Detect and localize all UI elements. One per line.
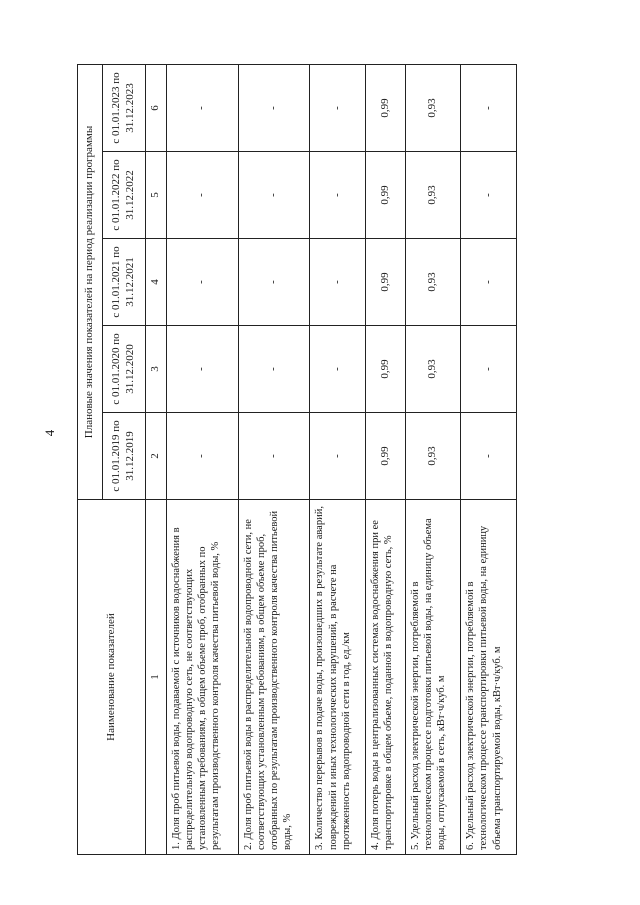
indicator-value: - bbox=[167, 326, 239, 413]
table-row bbox=[461, 64, 517, 854]
header-period: с 01.01.2021 по 31.12.2021 bbox=[103, 239, 146, 326]
indicator-value: 0,99 bbox=[366, 64, 406, 151]
indicators-table bbox=[77, 64, 517, 855]
column-number: 1 bbox=[146, 500, 167, 855]
column-number: 3 bbox=[146, 326, 167, 413]
table-row bbox=[405, 64, 461, 854]
column-number: 4 bbox=[146, 239, 167, 326]
indicator-value: 0,99 bbox=[366, 239, 406, 326]
indicator-name: 1. Доля проб питьевой воды, подаваемой с источников водоснабжения в распределительную водопроводную сеть, не соответствующих установленным требованиям, в общем объеме проб, отобранных по результатам производственного контроля качества питьевой воды, % bbox=[167, 500, 239, 855]
table-row bbox=[167, 64, 239, 854]
indicator-value: - bbox=[461, 64, 517, 151]
indicator-name: 4. Доля потерь воды в централизованных системах водоснабжения при ее транспортировке в общем объеме, поданной в водопроводную сеть, % bbox=[366, 500, 406, 855]
column-number: 6 bbox=[146, 64, 167, 151]
indicator-name: 3. Количество перерывов в подаче воды, произошедших в результате аварий, повреждений и иных технологических нарушений, в расчете на протяженность водопроводной сети в год, ед./км bbox=[310, 500, 366, 855]
header-indicator-name: Наименование показателей bbox=[78, 500, 146, 855]
indicator-value: 0,99 bbox=[366, 413, 406, 500]
indicator-value: - bbox=[167, 413, 239, 500]
indicator-value: - bbox=[238, 152, 310, 239]
indicator-value: - bbox=[461, 239, 517, 326]
table-row bbox=[310, 64, 366, 854]
indicator-value: - bbox=[310, 152, 366, 239]
indicator-name: 5. Удельный расход электрической энергии, потребляемой в технологическом процессе подготовки питьевой воды, на единицу объема воды, отпускаемой в сеть, кВт·ч/куб. м bbox=[405, 500, 461, 855]
indicator-value: - bbox=[461, 326, 517, 413]
indicator-value: - bbox=[238, 239, 310, 326]
indicator-value: - bbox=[310, 239, 366, 326]
rotated-table-area bbox=[77, 65, 517, 855]
indicator-value: - bbox=[238, 64, 310, 151]
indicator-value: - bbox=[167, 64, 239, 151]
indicator-value: - bbox=[461, 152, 517, 239]
indicator-value: 0,93 bbox=[405, 326, 461, 413]
indicator-value: 0,99 bbox=[366, 152, 406, 239]
indicator-value: 0,93 bbox=[405, 239, 461, 326]
indicator-value: - bbox=[310, 413, 366, 500]
indicator-value: - bbox=[310, 326, 366, 413]
header-period: с 01.01.2023 по 31.12.2023 bbox=[103, 64, 146, 151]
header-period: с 01.01.2019 по 31.12.2019 bbox=[103, 413, 146, 500]
header-period: с 01.01.2022 по 31.12.2022 bbox=[103, 152, 146, 239]
indicator-value: - bbox=[167, 152, 239, 239]
indicator-value: - bbox=[238, 326, 310, 413]
indicator-value: - bbox=[310, 64, 366, 151]
indicators-table-wrapper bbox=[77, 65, 517, 855]
header-period: с 01.01.2020 по 31.12.2020 bbox=[103, 326, 146, 413]
indicator-value: 0,99 bbox=[366, 326, 406, 413]
table-row bbox=[366, 64, 406, 854]
page-number: 4 bbox=[42, 429, 57, 437]
indicator-value: - bbox=[238, 413, 310, 500]
indicator-value: 0,93 bbox=[405, 64, 461, 151]
column-number: 5 bbox=[146, 152, 167, 239]
column-number: 2 bbox=[146, 413, 167, 500]
indicator-value: - bbox=[167, 239, 239, 326]
indicator-name: 6. Удельный расход электрической энергии, потребляемой в технологическом процессе транспортировки питьевой воды, на единицу объема транспортируемой воды, кВт·ч/куб. м bbox=[461, 500, 517, 855]
indicator-value: 0,93 bbox=[405, 413, 461, 500]
header-planned-values: Плановые значения показателей на период реализации программы bbox=[78, 64, 103, 499]
indicator-value: 0,93 bbox=[405, 152, 461, 239]
indicator-value: - bbox=[461, 413, 517, 500]
indicator-name: 2. Доля проб питьевой воды в распределительной водопроводной сети, не соответствующих установленным требованиям, в общем объеме проб, отобранных по результатам производственного контроля качества питьевой воды, % bbox=[238, 500, 310, 855]
table-row bbox=[238, 64, 310, 854]
